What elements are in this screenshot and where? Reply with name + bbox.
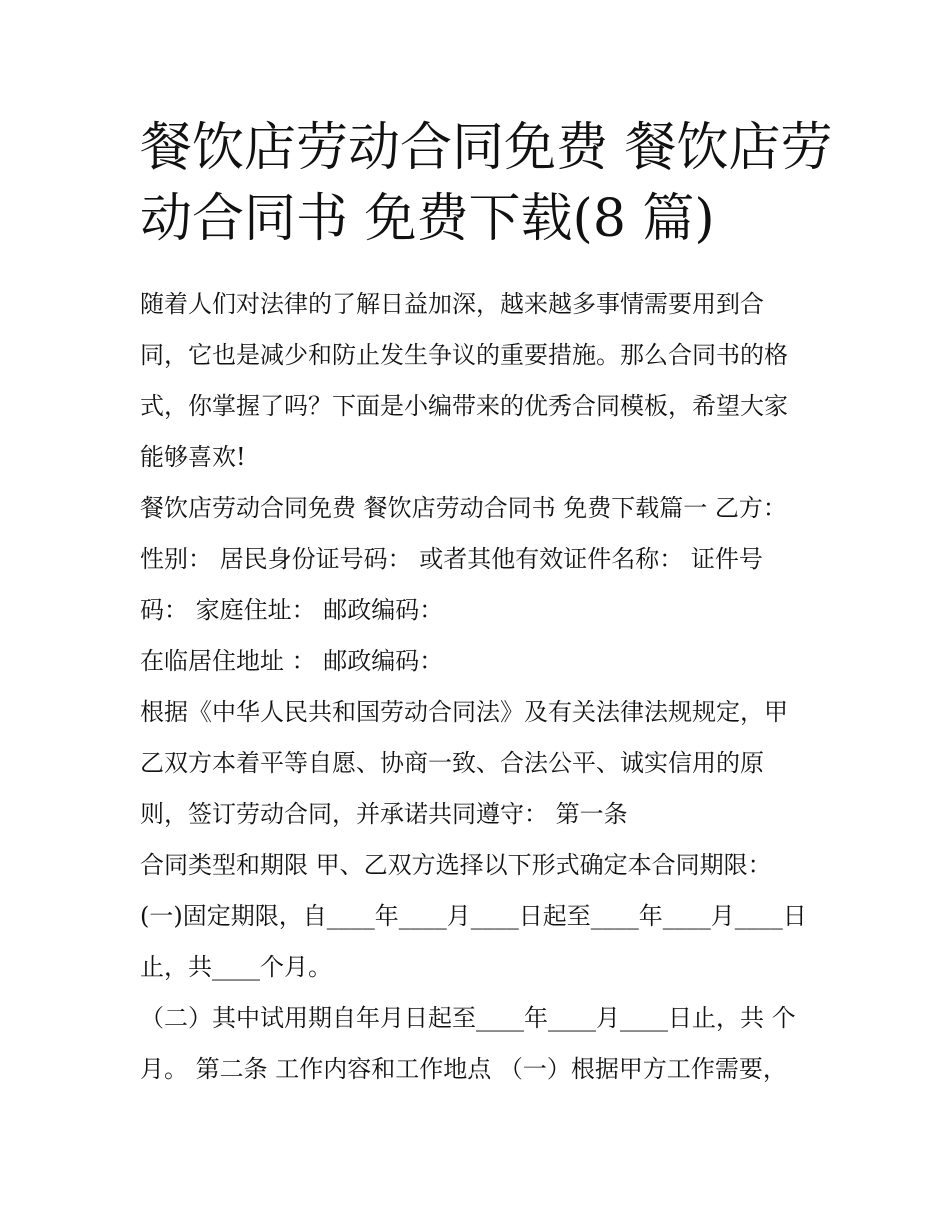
body-line: 性别： 居民身份证号码： 或者其他有效证件名称： 证件号	[140, 545, 763, 573]
body-line: 合同类型和期限 甲、乙双方选择以下形式确定本合同期限：	[140, 851, 772, 879]
body-line: 在临居住地址 ： 邮政编码：	[140, 647, 444, 675]
document-body	[140, 279, 830, 1095]
body-line: 能够喜欢!	[140, 443, 246, 471]
body-line: 乙双方本着平等自愿、协商一致、合法公平、诚实信用的原	[140, 749, 764, 777]
title-line: 餐饮店劳动合同免费 餐饮店劳	[140, 118, 833, 178]
document-title	[140, 113, 833, 255]
body-line: 同，它也是减少和防止发生争议的重要措施。那么合同书的格	[140, 341, 788, 369]
body-line: 月。 第二条 工作内容和工作地点 （一）根据甲方工作需要，	[140, 1055, 787, 1083]
body-line: (一)固定期限，自____年____月____日起至____年____月____日	[140, 902, 807, 930]
body-line: 止，共____个月。	[140, 953, 332, 981]
body-line: 式，你掌握了吗？下面是小编带来的优秀合同模板，希望大家	[140, 392, 788, 420]
body-line: 根据《中华人民共和国劳动合同法》及有关法律法规规定，甲	[140, 698, 788, 726]
body-line: 则，签订劳动合同，并承诺共同遵守： 第一条	[140, 800, 628, 828]
body-line: 餐饮店劳动合同免费 餐饮店劳动合同书 免费下载篇一 乙方：	[140, 494, 787, 522]
body-line: 随着人们对法律的了解日益加深，越来越多事情需要用到合	[140, 290, 764, 318]
body-line: （二）其中试用期自年月日起至____年____月____日止，共 个	[140, 1004, 796, 1032]
body-line: 码： 家庭住址： 邮政编码：	[140, 596, 444, 624]
title-line: 动合同书 免费下载(8 篇)	[140, 189, 715, 249]
